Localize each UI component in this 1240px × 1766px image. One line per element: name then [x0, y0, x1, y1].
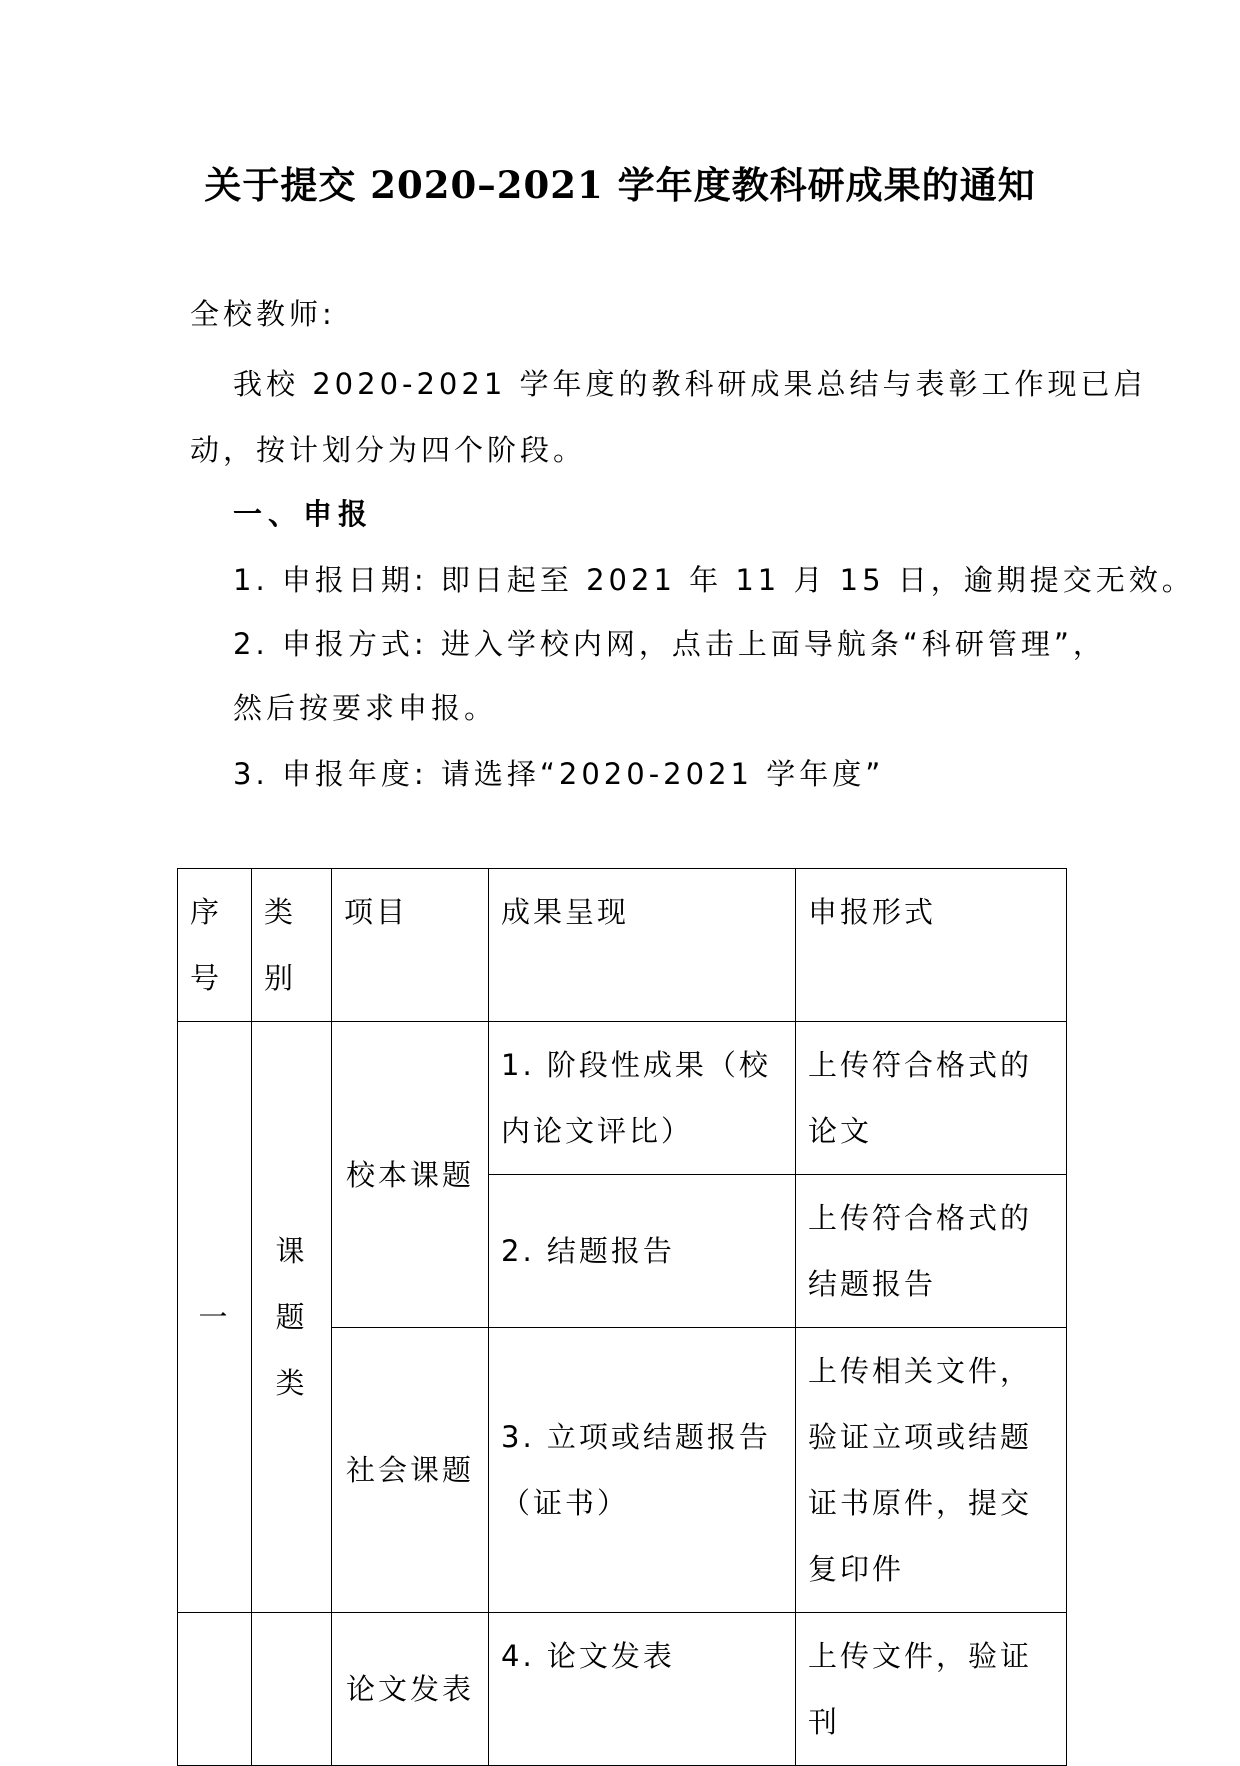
header-form: 申报形式 [796, 869, 1067, 1022]
header-seq [178, 869, 252, 1022]
result-cell-2: 2. 结题报告 [489, 1175, 796, 1328]
last-seq-cell [178, 1613, 252, 1766]
project-cell-papers: 论文发表 [332, 1613, 489, 1766]
table-row [178, 1022, 1067, 1175]
section-heading: 一、申报 [233, 497, 374, 531]
header-category-line-1: 类 [264, 895, 297, 929]
header-category-line-2: 别 [264, 961, 297, 995]
table-header-row [178, 869, 1067, 1022]
intro-paragraph-line-1: 我校 2020-2021 学年度的教科研成果总结与表彰工作现已启 [233, 367, 1147, 401]
list-item-2-line-1: 2. 申报方式: 进入学校内网，点击上面导航条“科研管理”， [233, 627, 1106, 661]
category-char-3: 类 [275, 1366, 308, 1400]
results-table [177, 868, 1067, 1766]
header-project: 项目 [332, 869, 489, 1022]
form-cell-4: 上传文件，验证刊 [796, 1613, 1067, 1766]
result-cell-3: 3. 立项或结题报告（证书） [489, 1328, 796, 1613]
category-char-1: 课 [275, 1234, 308, 1268]
project-cell-school: 校本课题 [332, 1022, 489, 1328]
list-item-1: 1. 申报日期: 即日起至 2021 年 11 月 15 日，逾期提交无效。 [233, 563, 1195, 597]
project-cell-social: 社会课题 [332, 1328, 489, 1613]
document-title: 关于提交 2020–2021 学年度教科研成果的通知 [204, 163, 1036, 207]
list-item-3: 3. 申报年度: 请选择“2020-2021 学年度” [233, 757, 885, 791]
table-row [178, 1613, 1067, 1766]
header-result: 成果呈现 [489, 869, 796, 1022]
header-seq-line-2: 号 [190, 961, 223, 995]
header-seq-line-1: 序 [190, 895, 223, 929]
group-category-cell [252, 1022, 332, 1613]
result-cell-1: 1. 阶段性成果（校内论文评比） [489, 1022, 796, 1175]
list-item-2-line-2: 然后按要求申报。 [233, 691, 498, 725]
last-category-cell [252, 1613, 332, 1766]
form-cell-1: 上传符合格式的论文 [796, 1022, 1067, 1175]
category-char-2: 题 [275, 1300, 308, 1334]
header-category [252, 869, 332, 1022]
intro-paragraph-line-2: 动，按计划分为四个阶段。 [190, 433, 587, 467]
salutation: 全校教师: [190, 297, 336, 331]
group-seq-cell: 一 [178, 1022, 252, 1613]
result-cell-4: 4. 论文发表 [489, 1613, 796, 1766]
form-cell-2: 上传符合格式的结题报告 [796, 1175, 1067, 1328]
form-cell-3: 上传相关文件，验证立项或结题证书原件，提交复印件 [796, 1328, 1067, 1613]
